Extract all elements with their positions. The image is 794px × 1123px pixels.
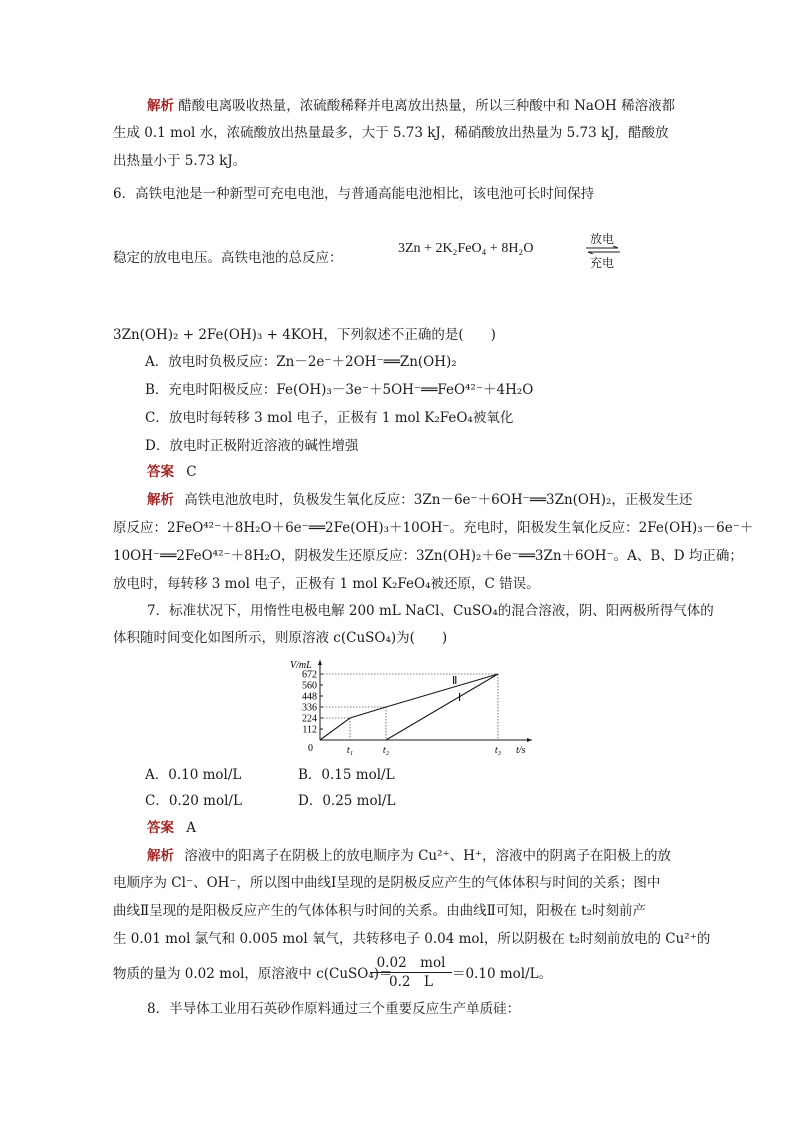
analysis-text: 高铁电池放电时，负极发生氧化反应：3Zn－6e⁻＋6OH⁻══3Zn(OH)₂，正极发生还 xyxy=(184,492,693,508)
x-axis-arrow-icon xyxy=(527,738,532,742)
answer-value: C xyxy=(186,464,197,480)
series-label-1: Ⅰ xyxy=(458,692,462,704)
q6-option-a: A．放电时负极反应：Zn－2e⁻＋2OH⁻══Zn(OH)₂ xyxy=(145,354,457,370)
fraction-denominator: 0.2 L xyxy=(370,972,452,991)
q6-option-d: D．放电时正极附近溶液的碱性增强 xyxy=(145,438,359,454)
q7-analysis-line4: 生 0.01 mol 氯气和 0.005 mol 氧气，共转移电子 0.04 mol，所以阴极在 t₂时刻前放电的 Cu²⁺的 xyxy=(113,931,711,947)
analysis-label: 解析 xyxy=(147,492,174,508)
q7-option-a: A．0.10 mol/L xyxy=(145,767,242,783)
q5-analysis-line1 xyxy=(147,96,675,116)
y-tick-label: 224 xyxy=(302,713,317,725)
q6-equation-left: 3Zn + 2K₂FeO₄ + 8H₂O xyxy=(398,241,534,256)
q7-stem-line2: 体积随时间变化如图所示，则原溶液 c(CuSO₄)为( ) xyxy=(113,630,448,646)
analysis-label: 解析 xyxy=(147,848,174,864)
q6-option-c: C．放电时每转移 3 mol 电子，正极有 1 mol K₂FeO₄被氧化 xyxy=(145,410,514,426)
fraction xyxy=(370,954,452,991)
q6-stem-line1: 6．高铁电池是一种新型可充电电池，与普通高能电池相比，该电池可长时间保持 xyxy=(113,186,595,202)
answer-value: A xyxy=(186,820,197,836)
q7-option-c: C．0.20 mol/L xyxy=(145,793,242,809)
x-tick-label: t₃ xyxy=(494,745,502,756)
q7-analysis-line5-post: ＝0.10 mol/L。 xyxy=(452,966,553,982)
q6-analysis-line4: 放电时，每转移 3 mol 电子，正极有 1 mol K₂FeO₄被还原，C 错误。 xyxy=(113,576,540,592)
y-tick-label: 0 xyxy=(308,743,313,754)
answer-label: 答案 xyxy=(147,464,174,480)
q6-arrow-bottom: 充电 xyxy=(590,256,615,270)
y-axis-arrow-icon xyxy=(318,660,322,665)
reversible-arrow-icon xyxy=(586,246,620,254)
q7-option-d: D．0.25 mol/L xyxy=(298,793,396,809)
q6-stem-line3: 3Zn(OH)₂ + 2Fe(OH)₃ + 4KOH，下列叙述不正确的是( ) xyxy=(113,327,496,343)
q7-analysis-line5-pre: 物质的量为 0.02 mol，原溶液中 c(CuSO₄)＝ xyxy=(113,966,393,982)
q7-analysis-line2: 电顺序为 Cl⁻、OH⁻，所以图中曲线Ⅰ呈现的是阴极反应产生的气体体积与时间的关系；图中 xyxy=(113,875,661,891)
answer-label: 答案 xyxy=(147,820,174,836)
series-line-1 xyxy=(386,674,498,740)
y-tick-label: 448 xyxy=(302,691,317,703)
q6-answer xyxy=(147,462,197,482)
q6-stem-line2: 稳定的放电电压。高铁电池的总反应： xyxy=(113,250,343,266)
x-tick-label: t₁ xyxy=(346,745,354,756)
analysis-label: 解析 xyxy=(147,98,174,114)
q6-analysis-line1 xyxy=(147,490,692,510)
q5-analysis-line2: 生成 0.1 mol 水，浓硫酸放出热量最多，大于 5.73 kJ，稀硝酸放出热量为 5.73 kJ，醋酸放 xyxy=(113,125,669,141)
y-axis-label: V/mL xyxy=(290,660,312,671)
q7-analysis-line1 xyxy=(147,846,671,866)
q7-stem-line1: 7．标准状况下，用惰性电极电解 200 mL NaCl、CuSO₄的混合溶液，阴、阳两极所得气体的 xyxy=(147,603,714,619)
q6-arrow-top: 放电 xyxy=(590,232,615,246)
q5-analysis-line3: 出热量小于 5.73 kJ。 xyxy=(113,153,247,169)
q6-analysis-line2: 原反应：2FeO⁴²⁻＋8H₂O＋6e⁻══2Fe(OH)₃＋10OH⁻。充电时，阳极发生氧化反应：2Fe(OH)₃－6e⁻＋ xyxy=(113,520,754,536)
gas-volume-chart xyxy=(282,656,538,756)
x-axis-label: t/s xyxy=(516,745,526,756)
analysis-text: 醋酸电离吸收热量，浓硫酸稀释并电离放出热量，所以三种酸中和 NaOH 稀溶液都 xyxy=(178,98,676,114)
x-tick-label: t₂ xyxy=(382,745,390,756)
y-tick-label: 336 xyxy=(302,702,317,714)
y-tick-label: 112 xyxy=(302,724,317,736)
q7-analysis-line3: 曲线Ⅱ呈现的是阳极反应产生的气体体积与时间的关系。由曲线Ⅱ可知，阳极在 t₂时刻前产 xyxy=(113,903,646,919)
q7-answer xyxy=(147,818,196,838)
q7-option-b: B．0.15 mol/L xyxy=(298,767,395,783)
q8-stem-line1: 8．半导体工业用石英砂作原料通过三个重要反应生产单质硅： xyxy=(147,1001,521,1017)
q6-option-b: B．充电时阳极反应：Fe(OH)₃－3e⁻＋5OH⁻══FeO⁴²⁻＋4H₂O xyxy=(145,382,534,398)
analysis-text: 溶液中的阳离子在阴极上的放电顺序为 Cu²⁺、H⁺，溶液中的阴离子在阳极上的放 xyxy=(184,848,672,864)
q6-analysis-line3: 10OH⁻══2FeO⁴²⁻＋8H₂O，阴极发生还原反应：3Zn(OH)₂＋6e⁻══3Zn＋6OH⁻。A、B、D 均正确； xyxy=(113,548,743,564)
y-tick-label: 672 xyxy=(302,669,317,681)
fraction-numerator: 0.02 mol xyxy=(376,955,446,971)
series-label-2: Ⅱ xyxy=(452,675,458,687)
series-line-2 xyxy=(320,674,498,740)
y-tick-label: 560 xyxy=(302,680,317,692)
